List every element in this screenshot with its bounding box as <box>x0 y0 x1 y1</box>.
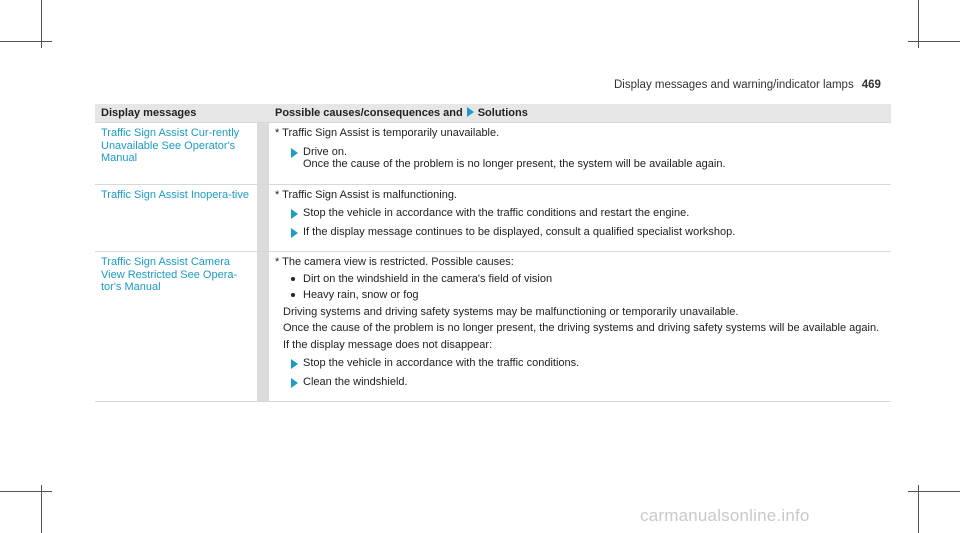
display-messages-table <box>95 104 891 402</box>
table-row <box>95 123 891 185</box>
header-title: Display messages and warning/indicator lamps <box>614 79 854 91</box>
crop-mark <box>0 41 52 42</box>
column-header-display-messages: Display messages <box>95 104 257 123</box>
table-header-row <box>95 104 891 123</box>
crop-mark <box>918 485 919 533</box>
solution-step: Stop the vehicle in accordance with the traffic conditions. <box>275 357 885 370</box>
solution-step: Clean the windshield. <box>275 376 885 389</box>
crop-mark <box>908 491 960 492</box>
arrow-right-icon <box>467 107 474 117</box>
cause-text: * Traffic Sign Assist is temporarily unavailable. <box>275 127 500 139</box>
list-item: Dirt on the windshield in the camera's field of vision <box>283 273 885 286</box>
column-header-causes-solutions: Possible causes/consequences and Solutions <box>269 104 891 123</box>
arrow-right-icon <box>291 378 298 388</box>
crop-mark <box>41 485 42 533</box>
message-condition: Traffic Sign Assist Cur-rently Unavailable See Operator's Manual <box>95 123 257 185</box>
arrow-right-icon <box>291 148 298 158</box>
arrow-right-icon <box>291 228 298 238</box>
running-header <box>614 79 881 91</box>
list-item: Heavy rain, snow or fog <box>283 289 885 302</box>
message-details <box>269 252 891 402</box>
page-number: 469 <box>861 79 881 91</box>
arrow-right-icon <box>291 359 298 369</box>
table-row <box>95 184 891 252</box>
arrow-right-icon <box>291 209 298 219</box>
message-details <box>269 123 891 185</box>
message-condition: Traffic Sign Assist Inopera-tive <box>95 184 257 252</box>
solution-step: If the display message continues to be displayed, consult a qualified specialist workshop. <box>275 226 885 239</box>
solution-step: Stop the vehicle in accordance with the traffic conditions and restart the engine. <box>275 207 885 220</box>
crop-mark <box>0 491 52 492</box>
bullet-icon <box>291 277 295 281</box>
solution-step: Drive on. Once the cause of the problem is no longer present, the system will be available again. <box>275 146 885 171</box>
message-details <box>269 184 891 252</box>
table-row <box>95 252 891 402</box>
bullet-icon <box>291 293 295 297</box>
cause-text: * Traffic Sign Assist is malfunctioning. <box>275 188 457 201</box>
crop-mark <box>908 41 960 42</box>
info-paragraph: Once the cause of the problem is no longer present, the driving systems and driving safety systems will be available again. <box>283 322 880 334</box>
info-paragraph: If the display message does not disappear: <box>283 338 493 351</box>
cause-text: * The camera view is restricted. Possible causes: <box>275 256 514 268</box>
info-paragraph: Driving systems and driving safety systems may be malfunctioning or temporarily unavailable. <box>283 305 739 318</box>
solution-note: Once the cause of the problem is no longer present, the system will be available again. <box>303 158 726 170</box>
message-condition: Traffic Sign Assist Camera View Restricted See Opera-tor's Manual <box>95 252 257 402</box>
watermark: carmanualsonline.info <box>640 506 810 525</box>
